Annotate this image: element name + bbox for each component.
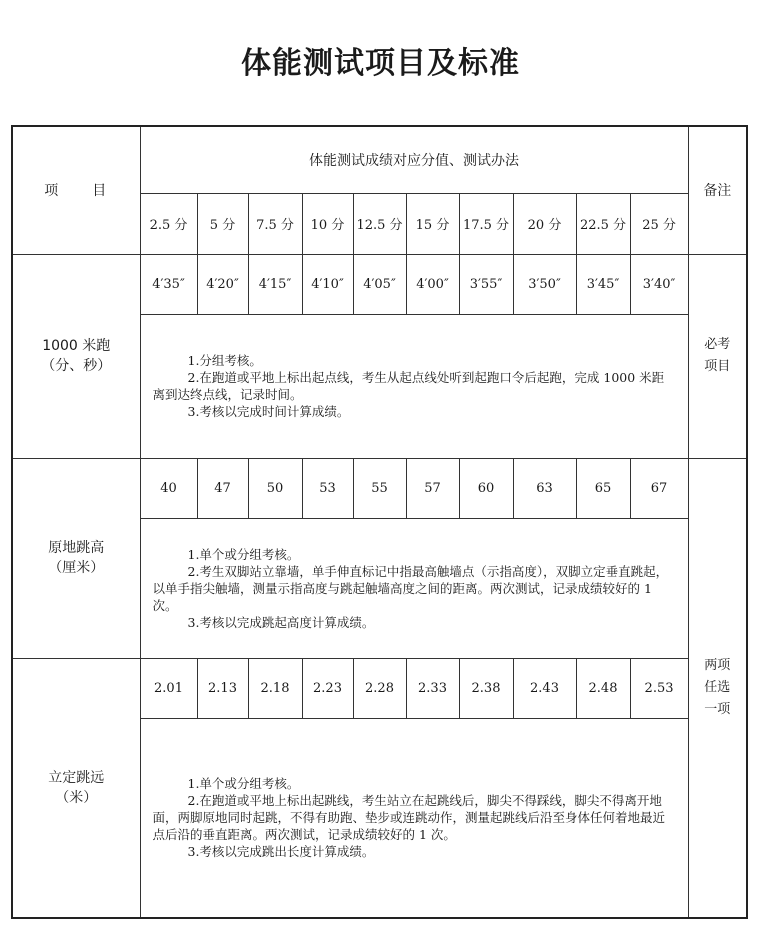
method-line: 3.考核以完成跳出长度计算成绩。 <box>187 844 375 860</box>
note-required <box>688 254 747 458</box>
test-method-run <box>140 314 688 458</box>
score-cell: 20 分 <box>513 193 576 254</box>
item-name-line: 立定跳远 <box>48 769 105 786</box>
item-name-line: 原地跳高 <box>48 540 105 556</box>
method-line: 3.考核以完成跳起高度计算成绩。 <box>187 614 375 630</box>
note-line: 两项 <box>704 657 731 673</box>
value-cell: 47 <box>197 458 248 518</box>
jump-height-values-row <box>12 458 747 518</box>
score-cell: 22.5 分 <box>576 193 630 254</box>
item-run-name <box>12 254 140 458</box>
item-jump-height-name <box>12 458 140 658</box>
value-cell: 50 <box>248 458 302 518</box>
item-name-unit: （分、秒） <box>41 358 112 374</box>
method-line: 3.考核以完成时间计算成绩。 <box>187 404 350 419</box>
note-line: 必考 <box>704 337 731 352</box>
value-cell: 2.01 <box>140 658 197 718</box>
note-line: 一项 <box>704 701 731 717</box>
value-cell: 3′45″ <box>576 254 630 314</box>
header-row-1 <box>12 126 747 193</box>
score-cell: 17.5 分 <box>459 193 513 254</box>
value-cell: 40 <box>140 458 197 518</box>
value-cell: 2.28 <box>353 658 406 718</box>
value-cell: 60 <box>459 458 513 518</box>
value-cell: 3′50″ <box>513 254 576 314</box>
standards-table <box>11 125 748 919</box>
note-column-header: 备注 <box>688 126 747 254</box>
item-column-header: 项 目 <box>12 126 140 254</box>
value-cell: 4′35″ <box>140 254 197 314</box>
note-choose-one <box>688 458 747 918</box>
long-jump-values-row <box>12 658 747 718</box>
note-line: 项目 <box>704 359 731 374</box>
value-cell: 4′10″ <box>302 254 353 314</box>
test-method-long-jump <box>140 718 688 918</box>
item-name-unit: （米） <box>55 789 98 806</box>
value-cell: 2.48 <box>576 658 630 718</box>
score-cell: 12.5 分 <box>353 193 406 254</box>
method-line: 1.单个或分组考核。 <box>187 776 300 792</box>
value-cell: 57 <box>406 458 459 518</box>
value-cell: 2.38 <box>459 658 513 718</box>
value-cell: 3′55″ <box>459 254 513 314</box>
value-cell: 2.23 <box>302 658 353 718</box>
score-cell: 2.5 分 <box>140 193 197 254</box>
value-cell: 2.13 <box>197 658 248 718</box>
score-cell: 5 分 <box>197 193 248 254</box>
method-line: 1.分组考核。 <box>187 353 262 368</box>
value-cell: 67 <box>630 458 688 518</box>
score-cell: 10 分 <box>302 193 353 254</box>
value-cell: 2.18 <box>248 658 302 718</box>
score-cell: 7.5 分 <box>248 193 302 254</box>
method-line: 2.在跑道或平地上标出起跳线，考生站立在起跳线后，脚尖不得踩线，脚尖不得离开地面，两脚原地同时起跳，不得有助跑、垫步或连跳动作，测量起跳线后沿至身体任何着地最近点后沿的垂直距离。两次测试，记录成绩较好的 1 次。 <box>152 793 666 843</box>
value-cell: 2.33 <box>406 658 459 718</box>
score-cell: 15 分 <box>406 193 459 254</box>
score-cell: 25 分 <box>630 193 688 254</box>
page-title: 体能测试项目及标准 <box>241 46 520 81</box>
test-method-jump-height <box>140 518 688 658</box>
item-name-line: 1000 米跑 <box>42 338 111 354</box>
value-cell: 2.53 <box>630 658 688 718</box>
value-cell: 4′05″ <box>353 254 406 314</box>
value-cell: 4′20″ <box>197 254 248 314</box>
value-cell: 53 <box>302 458 353 518</box>
item-name-unit: （厘米） <box>48 560 105 576</box>
method-line: 2.考生双脚站立靠墙，单手伸直标记中指最高触墙点（示指高度），双脚立定垂直跳起，以单手指尖触墙，测量示指高度与跳起触墙高度之间的距离。两次测试，记录成绩较好的 1 次。 <box>152 563 669 613</box>
run-values-row <box>12 254 747 314</box>
value-cell: 63 <box>513 458 576 518</box>
method-line: 1.单个或分组考核。 <box>187 546 300 562</box>
value-cell: 65 <box>576 458 630 518</box>
score-header: 体能测试成绩对应分值、测试办法 <box>140 126 688 193</box>
value-cell: 4′00″ <box>406 254 459 314</box>
value-cell: 3′40″ <box>630 254 688 314</box>
value-cell: 2.43 <box>513 658 576 718</box>
method-line: 2.在跑道或平地上标出起点线，考生从起点线处听到起跑口令后起跑，完成 1000 米距离到达终点线，记录时间。 <box>152 370 665 402</box>
value-cell: 55 <box>353 458 406 518</box>
value-cell: 4′15″ <box>248 254 302 314</box>
note-line: 任选 <box>704 679 731 695</box>
item-long-jump-name <box>12 658 140 918</box>
